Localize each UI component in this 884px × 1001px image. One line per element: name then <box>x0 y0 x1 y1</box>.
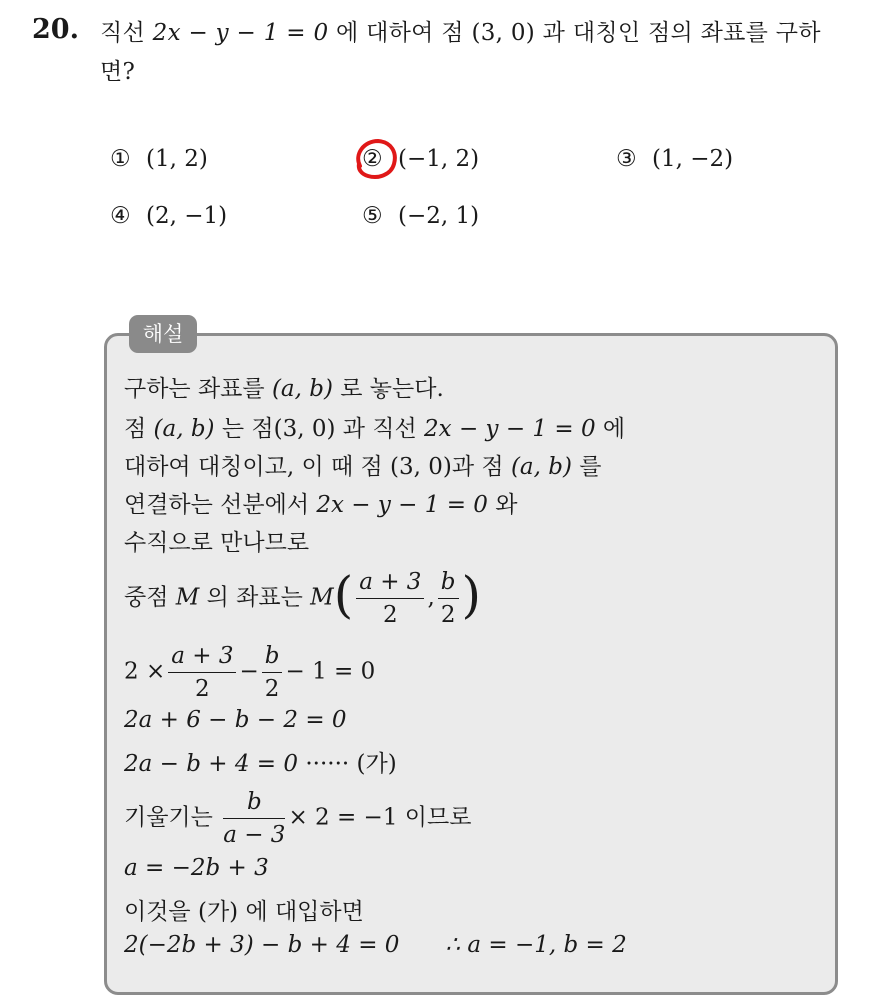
question-number: 20. <box>32 14 79 45</box>
solution-line-equation-3: 2a − b + 4 = 0 ······ (가) <box>124 751 397 777</box>
choice-4[interactable]: ④ (2, −1) <box>110 203 228 229</box>
solution-line-instruction: 이것을 (가) 에 대입하면 <box>124 899 364 925</box>
solution-line-2: 점 (a, b) 는 점(3, 0) 과 직선 2x − y − 1 = 0 에 <box>124 416 626 442</box>
solution-tag: 해설 <box>129 315 197 353</box>
choice-2[interactable]: ② (−1, 2) <box>362 146 480 172</box>
solution-line-midpoint: 중점 M 의 좌표는 M( $\frac{a + 3}{2}$ , $\frac{b}{2}$ ) <box>124 565 482 628</box>
choice-1[interactable]: ① (1, 2) <box>110 146 208 172</box>
question-text: 직선 2x − y − 1 = 0 에 대하여 점 (3, 0) 과 대칭인 점의 좌표를 구하 면? <box>100 20 821 85</box>
answer-circle-icon <box>352 136 400 182</box>
solution-line-substitution: a = −2b + 3 <box>124 855 269 881</box>
choice-5[interactable]: ⑤ (−2, 1) <box>362 203 480 229</box>
midpoint-fraction-x: $\frac{a + 3}{2}$ <box>356 568 424 629</box>
solution-line-1: 구하는 좌표를 (a, b) 로 놓는다. <box>124 376 444 402</box>
solution-line-5: 수직으로 만나므로 <box>124 530 310 556</box>
choice-3[interactable]: ③ (1, −2) <box>616 146 734 172</box>
solution-line-equation-1: 2 × $\frac{a + 3}{2}$ − $\frac{b}{2}$ − 1 = 0 <box>124 643 376 702</box>
solution-line-equation-2: 2a + 6 − b − 2 = 0 <box>124 707 347 733</box>
midpoint-fraction-y: $\frac{b}{2}$ <box>438 568 459 629</box>
solution-line-4: 연결하는 선분에서 2x − y − 1 = 0 와 <box>124 492 518 518</box>
solution-line-slope: 기울기는 $\frac{b}{a - 3}$ × 2 = −1 이므로 <box>124 789 472 848</box>
solution-line-3: 대하여 대칭이고, 이 때 점 (3, 0)과 점 (a, b) 를 <box>124 454 602 480</box>
solution-line-final: 2(−2b + 3) − b + 4 = 0 ∴ a = −1, b = 2 <box>124 932 627 958</box>
